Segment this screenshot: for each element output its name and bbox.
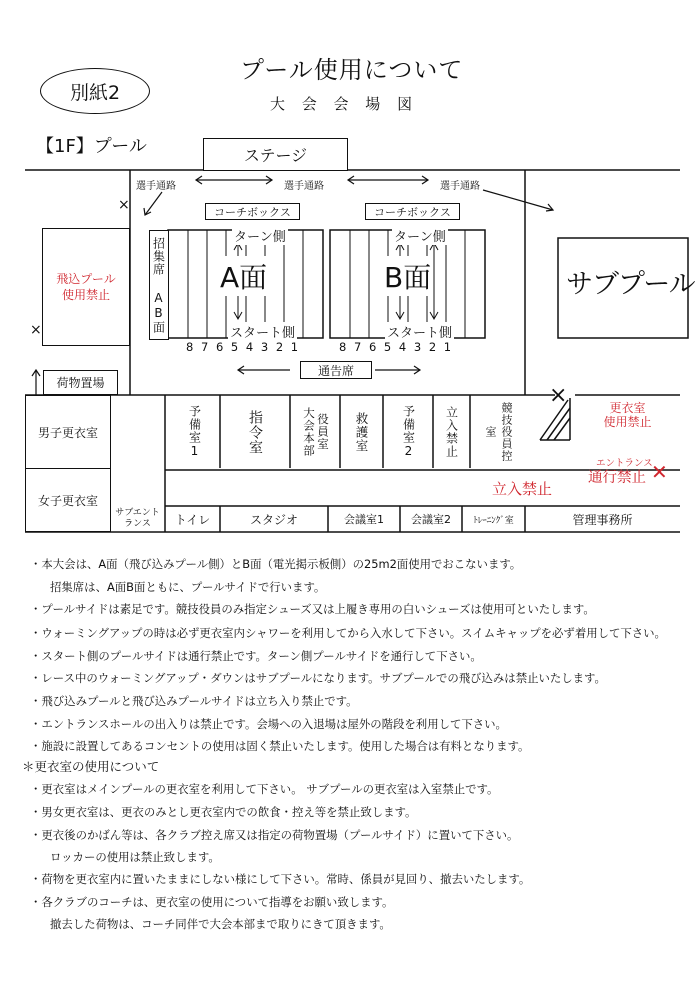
note-1b: 招集席は、A面B面ともに、プールサイドで行います。 [50,580,326,594]
no-passage-x-icon: ✕ [651,460,668,484]
meeting-room-1: 会議室1 [344,513,384,526]
note-3: ・ウォーミングアップの時は必ず更衣室内シャワーを利用してから入水して下さい。スイムキャップを必ず着用して下さい。 [30,626,666,640]
locker-note-1: ・更衣室はメインプールの更衣室を利用して下さい。 サブプールの更衣室は入室禁止です。 [30,782,499,796]
meeting-room-2: 会議室2 [411,513,451,526]
attachment-label: 別紙2 [40,68,150,114]
note-7: ・エントランスホールの出入りは禁止です。会場への入退場は屋外の階段を利用して下さい。 [30,717,507,731]
x-mark: × [118,197,130,213]
first-aid-room: 救護室 [354,411,369,453]
turn-side-label-b: ターン側 [392,226,448,245]
note-5: ・レース中のウォーミングアップ・ダウンはサブプールになります。サブプールでの飛び込みは禁止いたします。 [30,671,606,685]
call-area: 招集席 AB面 [149,230,169,340]
athlete-passage-label: 選手通路 [136,181,176,192]
luggage-area: 荷物置場 [43,370,118,395]
note-4: ・スタート側のプールサイドは通行禁止です。ターン側プールサイドを通行して下さい。 [30,649,482,663]
locker-note-5: ・各クラブのコーチは、更衣室の使用について指導をお願い致します。 [30,895,394,909]
locker-note-5b: 撤去した荷物は、コーチ同伴で大会本部まで取りにきて頂きます。 [50,917,391,931]
sub-pool-label: サブプール [566,269,695,300]
page-subtitle: 大 会 会 場 図 [270,95,419,113]
command-room: 指令室 [247,409,263,455]
training-room: ﾄﾚｰﾆﾝｸﾞ室 [473,515,514,526]
turn-side-label-a: ターン側 [232,226,288,245]
stage: ステージ [203,138,348,171]
mens-locker-room: 男子更衣室 [25,395,111,469]
pool-a-label: A面 [218,256,269,296]
start-side-label-b: スタート側 [385,322,454,341]
toilet: トイレ [174,512,211,527]
lane-numbers-a: 8 7 6 5 4 3 2 1 [186,340,301,354]
management-office: 管理事務所 [572,512,633,527]
locker-note-2: ・男女更衣室は、更衣のみとし更衣室内での飲食・控え等を禁止致します。 [30,805,417,819]
no-entry-label: 立入禁止 [492,480,553,498]
page-title: プール使用について [240,56,464,84]
pool-b-label: B面 [382,256,433,296]
note-8: ・施設に設置してあるコンセントの使用は固く禁止いたします。使用した場合は有料となります。 [30,739,530,753]
note-1: ・本大会は、A面（飛び込みプール側）とB面（電光掲示板側）の25m2面使用でおこないます。 [30,557,522,571]
coach-box-b: コーチボックス [365,203,460,220]
no-entry-room: 立入禁止 [444,406,459,458]
entrance-label: エントランス [596,458,653,469]
x-mark: × [30,322,42,338]
spare-room-1: 予備室1 [187,405,202,459]
coach-box-a: コーチボックス [205,203,300,220]
announcer-seat: 通告席 [300,361,372,379]
locker-note-4: ・荷物を更衣室内に置いたままにしない様にして下さい。常時、係員が見回り、撤去いたします。 [30,872,531,886]
studio: スタジオ [249,512,298,527]
red-x-mark: × [549,383,568,408]
locker-note-3b: ロッカーの使用は禁止致します。 [50,850,220,864]
spare-room-2: 予備室2 [401,405,416,459]
locker-note-3: ・更衣後のかばん等は、各クラブ控え席又は指定の荷物置場（プールサイド）に置いて下さい。 [30,828,519,842]
locker-section-title: ＊更衣室の使用について [22,759,160,774]
womens-locker-room: 女子更衣室 [25,468,111,532]
locker-no-use: 更衣室 使用禁止 [603,401,652,429]
start-side-label-a: スタート側 [228,322,297,341]
no-passage-label: 通行禁止 [588,470,646,486]
sub-entrance: サブエント ランス [115,508,160,529]
officials-waiting-room: 競技役員控室 [484,402,513,462]
officials-hq: 役員室 大会本部 [302,407,330,457]
note-2: ・プールサイドは素足です。競技役員のみ指定シューズ又は上履き専用の白いシューズは使用可といたします。 [30,602,595,616]
lane-numbers-b: 8 7 6 5 4 3 2 1 [339,340,454,354]
dive-pool-area: 飛込プール 使用禁止 [42,228,130,346]
floor-label: 【1F】プール [36,136,147,157]
athlete-passage-label: 選手通路 [440,181,480,192]
athlete-passage-label: 選手通路 [284,181,324,192]
note-6: ・飛び込みプールと飛び込みプールサイドは立ち入り禁止です。 [30,694,358,708]
